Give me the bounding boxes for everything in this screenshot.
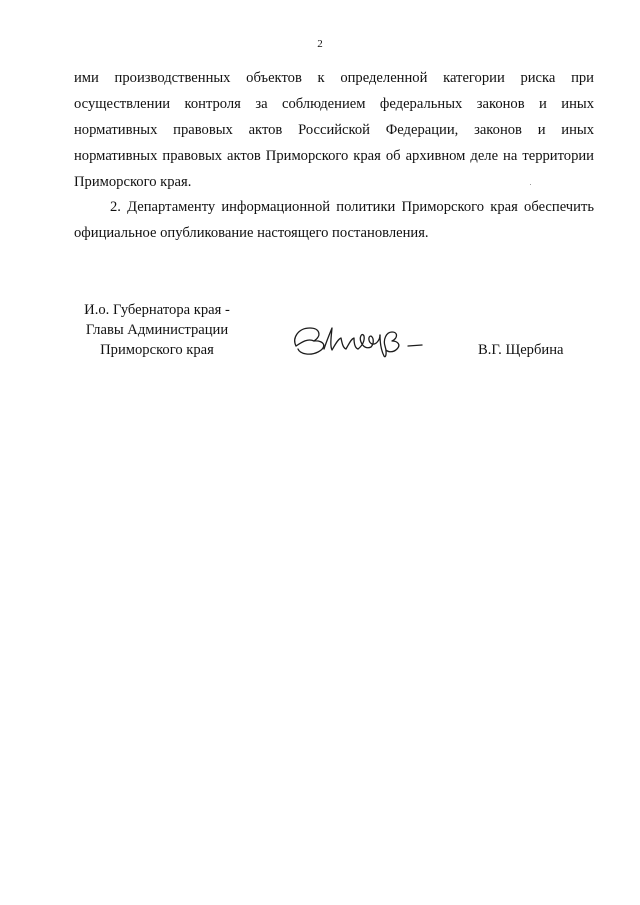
signer-name: В.Г. Щербина — [478, 342, 564, 358]
paragraph-continuation: ими производственных объектов к определенной категории риска при осуществлении контроля за соблюдением федеральных законов и иных нормативных правовых актов Российской Федерации, законов и иных нормативных правовых актов Приморского края об архивном деле на территории Приморского края. — [74, 70, 594, 190]
handwritten-signature — [288, 316, 433, 366]
signer-position-line-3: Приморского края — [100, 342, 214, 358]
signature-stroke-1 — [295, 328, 324, 354]
signer-position — [62, 300, 252, 360]
signature-block — [0, 300, 640, 370]
paragraph-item-2: 2. Департаменту информационной политики Приморского края обеспечить официальное опубликование настоящего постановления. — [74, 199, 594, 241]
signature-stroke-3 — [324, 328, 358, 350]
signer-position-line-1: И.о. Губернатора края - — [84, 302, 230, 318]
signature-stroke-2 — [296, 340, 314, 346]
signature-stroke-6 — [408, 345, 422, 346]
scan-speck — [530, 184, 531, 185]
signature-stroke-5 — [380, 332, 399, 357]
signature-stroke-4 — [358, 335, 380, 349]
page-number: 2 — [317, 38, 323, 50]
signer-position-line-2: Главы Администрации — [85, 322, 229, 338]
